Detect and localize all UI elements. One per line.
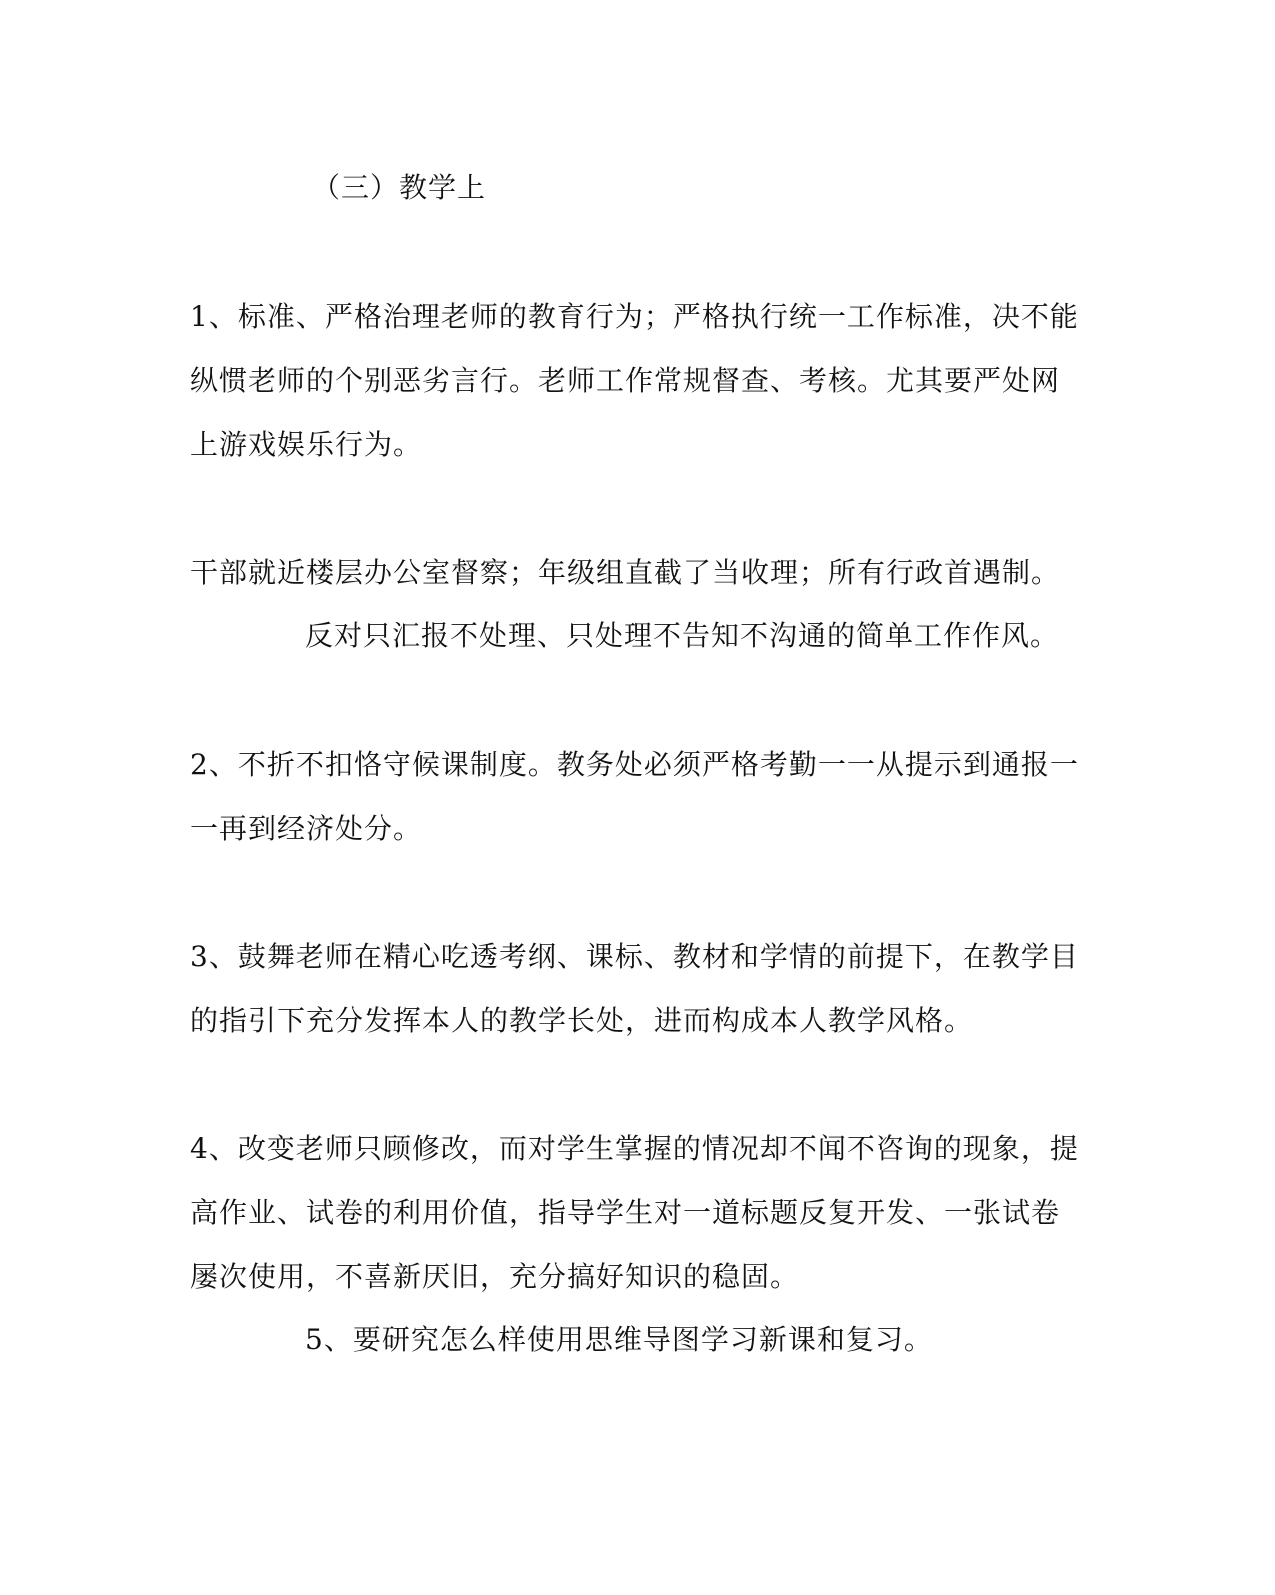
- paragraph-7: 5、要研究怎么样使用思维导图学习新课和复习。: [305, 1323, 933, 1356]
- paragraph-4-line-1: 2、不折不扣恪守候课制度。教务处必须严格考勤一一从提示到通报一: [190, 748, 1079, 781]
- paragraph-1-line-3: 上游戏娱乐行为。: [190, 428, 423, 461]
- paragraph-1-line-1: 1、标准、严格治理老师的教育行为；严格执行统一工作标准，决不能: [190, 300, 1079, 333]
- section-heading: （三）教学上: [312, 171, 487, 204]
- paragraph-4-line-2: 一再到经济处分。: [190, 812, 423, 845]
- paragraph-5-line-2: 的指引下充分发挥本人的教学长处，进而构成本人教学风格。: [190, 1004, 974, 1037]
- paragraph-6-line-1: 4、改变老师只顾修改，而对学生掌握的情况却不闻不咨询的现象，提: [190, 1132, 1079, 1165]
- paragraph-5-line-1: 3、鼓舞老师在精心吃透考纲、课标、教材和学情的前提下，在教学目: [190, 940, 1079, 973]
- paragraph-3: 反对只汇报不处理、只处理不告知不沟通的简单工作作风。: [305, 619, 1060, 652]
- paragraph-1-line-2: 纵惯老师的个别恶劣言行。老师工作常规督查、考核。尤其要严处网: [190, 364, 1061, 397]
- paragraph-6-line-3: 屡次使用，不喜新厌旧，充分搞好知识的稳固。: [190, 1260, 800, 1293]
- paragraph-2: 干部就近楼层办公室督察；年级组直截了当收理；所有行政首遇制。: [190, 556, 1061, 589]
- paragraph-6-line-2: 高作业、试卷的利用价值，指导学生对一道标题反复开发、一张试卷: [190, 1196, 1061, 1229]
